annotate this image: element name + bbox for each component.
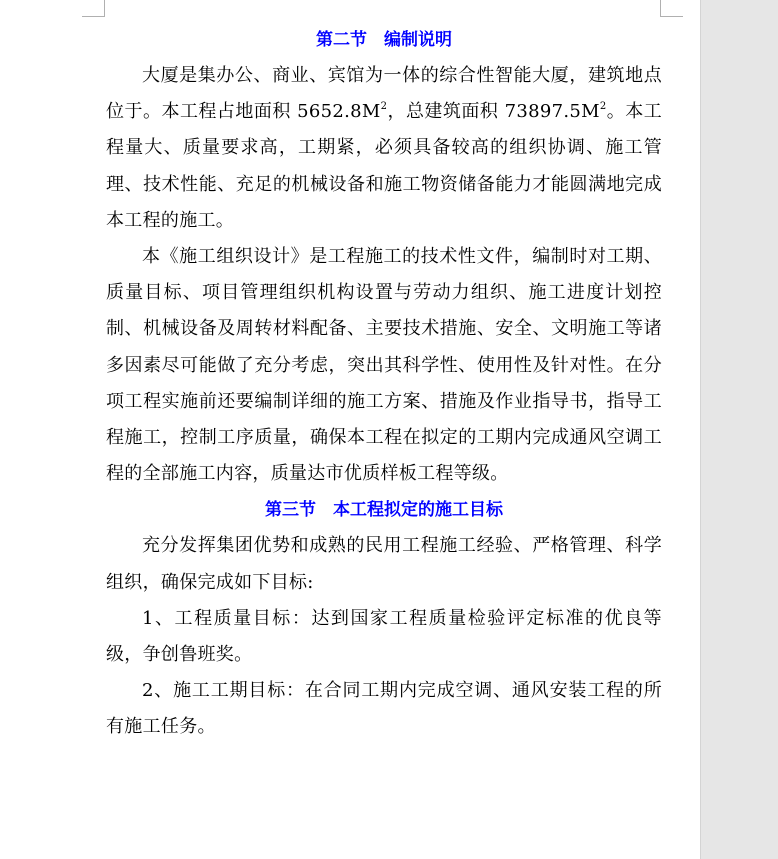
section-3-paragraph-1: 充分发挥集团优势和成熟的民用工程施工经验、严格管理、科学组织，确保完成如下目标:: [106, 535, 662, 593]
area-superscript-1: 2: [380, 101, 388, 113]
area-superscript-2: 2: [599, 101, 607, 113]
section-2-paragraph-2: 本《施工组织设计》是工程施工的技术性文件，编制时对工期、质量目标、项目管理组织机构设置与劳动力组织、施工进度计划控制、机械设备及周转材料配备、主要技术措施、安全、文明施工等诸多因素尽可能做了充分考虑，突出其科学性、使用性及针对性。在分项工程实施前还要编制详细的施工方案、措施及作业指导书，指导工程施工，控制工序质量，确保本工程在拟定的工期内完成通风空调工程的全部施工内容，质量达市优质样板工程等级。: [106, 246, 662, 485]
goal-item-2: 2、施工工期目标：在合同工期内完成空调、通风安装工程的所有施工任务。: [106, 680, 662, 738]
section-2-heading: 第二节 编制说明: [316, 30, 452, 50]
para1-text-b: ，总建筑面积 73897.5M: [387, 101, 600, 123]
para1-text-a: 大厦是集办公、商业、宾馆为一体的综合性智能大厦，建筑地点位于。本工程占地面积 5652.8M: [106, 65, 662, 123]
crop-mark-left: [82, 0, 105, 17]
section-2-paragraph-1: [106, 58, 662, 239]
goal-item-1: 1、工程质量目标：达到国家工程质量检验评定标准的优良等级，争创鲁班奖。: [106, 607, 662, 666]
workspace-background: [701, 0, 778, 859]
crop-mark-right: [660, 0, 683, 17]
section-3-heading: 第三节 本工程拟定的施工目标: [265, 500, 503, 521]
para1-text-c: 。本工程量大、质量要求高，工期紧，必须具备较高的组织协调、施工管理、技术性能、充足的机械设备和施工物资储备能力才能圆满地完成本工程的施工。: [106, 101, 662, 231]
document-body: [106, 22, 662, 746]
